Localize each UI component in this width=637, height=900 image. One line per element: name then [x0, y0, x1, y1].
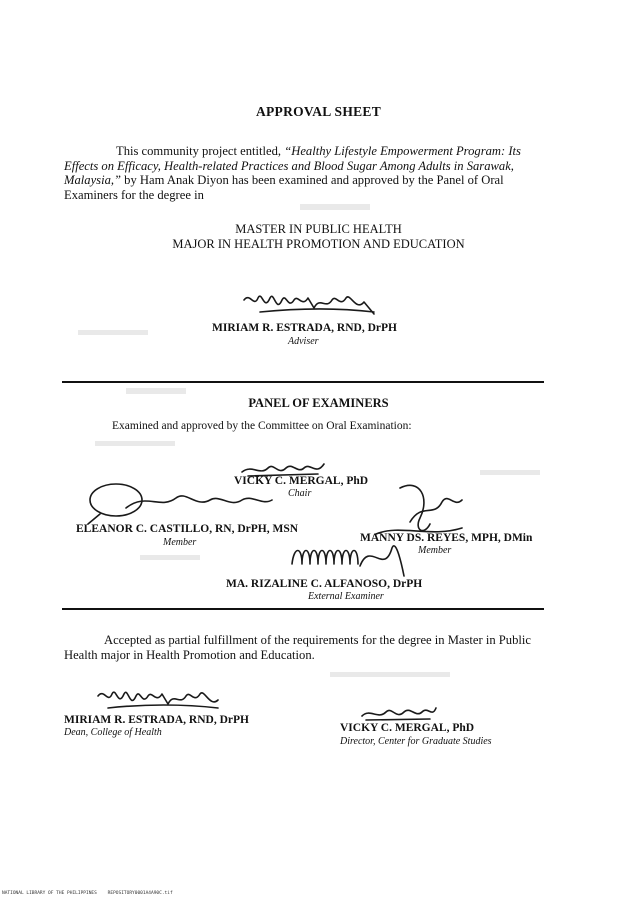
member-left-name: ELEANOR C. CASTILLO, RN, DrPH, MSN — [76, 523, 299, 535]
dean-signature — [94, 684, 224, 714]
section-divider — [62, 381, 544, 383]
intro-paragraph — [64, 144, 542, 202]
external-examiner-signature — [288, 536, 408, 584]
director-name: VICKY C. MERGAL, PhD — [340, 722, 475, 734]
intro-lead: This community project entitled, — [116, 144, 285, 158]
adviser-role: Adviser — [288, 336, 319, 347]
adviser-name: MIRIAM R. ESTRADA, RND, DrPH — [212, 322, 397, 334]
dean-name: MIRIAM R. ESTRADA, RND, DrPH — [64, 714, 249, 726]
acceptance-paragraph: Accepted as partial fulfillment of the requirements for the degree in Master in Public Health major in Health Promotion and Education. — [64, 633, 531, 662]
director-signature — [358, 704, 438, 724]
intro-tail: by Ham Anak Diyon has been examined and approved by the Panel of Oral Examiners for the degree in — [64, 173, 504, 202]
chair-role: Chair — [288, 488, 312, 499]
member-right-role: Member — [418, 545, 452, 556]
adviser-signature — [240, 288, 380, 322]
degree-line-2: MAJOR IN HEALTH PROMOTION AND EDUCATION — [172, 237, 465, 251]
dean-role: Dean, College of Health — [64, 727, 162, 738]
degree-line-1: MASTER IN PUBLIC HEALTH — [235, 222, 402, 236]
panel-heading: PANEL OF EXAMINERS — [248, 396, 389, 410]
external-examiner-role: External Examiner — [308, 591, 384, 602]
member-left-role: Member — [163, 537, 197, 548]
page-title: APPROVAL SHEET — [255, 104, 382, 119]
panel-statement: Examined and approved by the Committee on Oral Examination: — [112, 420, 412, 432]
chair-name: VICKY C. MERGAL, PhD — [234, 475, 369, 487]
footer-stamp: NATIONAL LIBRARY OF THE PHILIPPINES REPOSITORY0001A4A90C.tif — [2, 891, 173, 896]
external-examiner-name: MA. RIZALINE C. ALFANOSO, DrPH — [226, 578, 423, 590]
project-title: “Healthy Lifestyle Empowerment Program: Its Effects on Efficacy, Health-related Practices and Blood Sugar Among Adults in Sarawak, Malaysia,” — [64, 144, 521, 188]
section-divider-2 — [62, 608, 544, 610]
director-role: Director, Center for Graduate Studies — [340, 736, 492, 747]
member-right-name: MANNY DS. REYES, MPH, DMin — [360, 532, 533, 544]
